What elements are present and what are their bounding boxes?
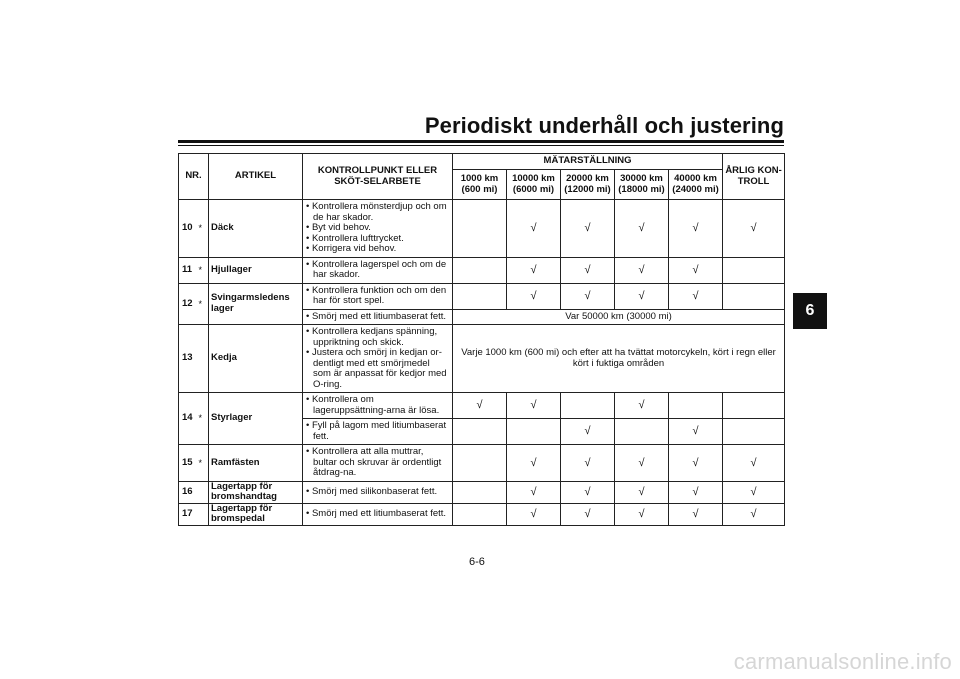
row-number: 10 [179, 200, 199, 258]
table-row [179, 503, 785, 525]
table-row [179, 257, 785, 283]
header-km-10000: 10000 km (6000 mi) [507, 170, 561, 200]
row-item: Hjullager [209, 257, 303, 283]
asterisk-mark [199, 503, 209, 525]
row-description [303, 419, 453, 445]
header-artikel: ARTIKEL [209, 154, 303, 200]
check-mark: √ [669, 283, 723, 309]
row-number: 15 [179, 445, 199, 482]
row-description [303, 309, 453, 325]
bullet-item: • Smörj med ett litiumbaserat fett. [306, 312, 449, 323]
check-mark: √ [507, 257, 561, 283]
check-mark: √ [507, 283, 561, 309]
bullet-item: • Kontrollera lufttrycket. [306, 234, 449, 245]
row-item: Ramfästen [209, 445, 303, 482]
check-mark: √ [561, 283, 615, 309]
bullet-item: • Kontrollera om lageruppsättning-arna är lösa. [306, 395, 449, 416]
check-mark: √ [669, 200, 723, 258]
check-mark: √ [561, 445, 615, 482]
row-description [303, 200, 453, 258]
check-mark: √ [507, 200, 561, 258]
header-arlig-kontroll: ÅRLIG KON-TROLL [723, 154, 785, 200]
table-row [179, 481, 785, 503]
check-mark: √ [615, 200, 669, 258]
row-number: 13 [179, 325, 199, 393]
row-item: Lagertapp för bromshandtag [209, 481, 303, 503]
table-row [179, 283, 785, 309]
bullet-item: • Kontrollera funktion och om den har för stort spel. [306, 286, 449, 307]
check-mark: √ [507, 481, 561, 503]
title-rule [178, 140, 784, 143]
row-description [303, 481, 453, 503]
asterisk-mark [199, 481, 209, 503]
check-mark: √ [507, 393, 561, 419]
row-description [303, 393, 453, 419]
bullet-item: • Kontrollera lagerspel och om de har skador. [306, 260, 449, 281]
asterisk-mark: * [199, 393, 209, 445]
asterisk-mark: * [199, 283, 209, 325]
check-mark: √ [615, 445, 669, 482]
check-mark: √ [669, 481, 723, 503]
table-body [179, 200, 785, 526]
check-mark: √ [615, 481, 669, 503]
check-mark: √ [669, 503, 723, 525]
check-mark: √ [561, 257, 615, 283]
bullet-item: • Korrigera vid behov. [306, 244, 449, 255]
bullet-item: • Kontrollera att alla muttrar, bultar och skruvar är ordentligt åtdrag-na. [306, 447, 449, 479]
check-mark [453, 257, 507, 283]
check-mark: √ [669, 419, 723, 445]
header-nr: NR. [179, 154, 209, 200]
bullet-item: • Kontrollera kedjans spänning, uppriktning och skick. [306, 327, 449, 348]
check-mark [453, 200, 507, 258]
interval-note: Varje 1000 km (600 mi) och efter att ha tvättat motorcykeln, kört i regn eller kört i fuktiga områden [453, 325, 785, 393]
interval-note: Var 50000 km (30000 mi) [453, 309, 785, 325]
header-km-40000: 40000 km (24000 mi) [669, 170, 723, 200]
row-number: 12 [179, 283, 199, 325]
maintenance-table [178, 153, 785, 526]
check-mark [723, 419, 785, 445]
check-mark [669, 393, 723, 419]
check-mark [453, 419, 507, 445]
check-mark: √ [561, 200, 615, 258]
check-mark [507, 419, 561, 445]
title-rule-thin [178, 145, 784, 146]
check-mark: √ [561, 419, 615, 445]
check-mark: √ [615, 283, 669, 309]
check-mark: √ [615, 503, 669, 525]
asterisk-mark [199, 325, 209, 393]
table-row [179, 393, 785, 419]
bullet-item: • Smörj med silikonbaserat fett. [306, 487, 449, 498]
row-item: Lagertapp för bromspedal [209, 503, 303, 525]
check-mark: √ [723, 445, 785, 482]
check-mark: √ [723, 503, 785, 525]
check-mark [453, 503, 507, 525]
bullet-item: • Justera och smörj in kedjan or-dentligt med ett smörjmedel som är anpassat för kedjor med O-ring. [306, 348, 449, 390]
table-row [179, 200, 785, 258]
check-mark [723, 257, 785, 283]
asterisk-mark: * [199, 200, 209, 258]
row-number: 14 [179, 393, 199, 445]
row-item: Svingarmsledens lager [209, 283, 303, 325]
row-item: Däck [209, 200, 303, 258]
row-description [303, 283, 453, 309]
table-row [179, 445, 785, 482]
check-mark: √ [453, 393, 507, 419]
check-mark: √ [723, 200, 785, 258]
check-mark: √ [615, 257, 669, 283]
watermark: carmanualsonline.info [733, 649, 952, 674]
bullet-item: • Kontrollera mönsterdjup och om de har skador. [306, 202, 449, 223]
header-matarstallning: MÄTARSTÄLLNING [453, 154, 723, 170]
bullet-item: • Fyll på lagom med litiumbaserat fett. [306, 421, 449, 442]
check-mark: √ [561, 481, 615, 503]
row-number: 11 [179, 257, 199, 283]
check-mark [453, 445, 507, 482]
check-mark [453, 283, 507, 309]
asterisk-mark: * [199, 257, 209, 283]
check-mark: √ [507, 503, 561, 525]
check-mark [723, 393, 785, 419]
check-mark [561, 393, 615, 419]
row-number: 17 [179, 503, 199, 525]
check-mark: √ [615, 393, 669, 419]
row-description [303, 257, 453, 283]
header-km-20000: 20000 km (12000 mi) [561, 170, 615, 200]
page-number: 6-6 [469, 556, 485, 568]
table-row [179, 325, 785, 393]
asterisk-mark: * [199, 445, 209, 482]
check-mark: √ [561, 503, 615, 525]
chapter-tab: 6 [793, 293, 827, 329]
check-mark: √ [723, 481, 785, 503]
row-description [303, 445, 453, 482]
row-item: Styrlager [209, 393, 303, 445]
check-mark [723, 283, 785, 309]
check-mark: √ [669, 445, 723, 482]
row-description [303, 325, 453, 393]
page-title: Periodiskt underhåll och justering [424, 113, 784, 138]
check-mark: √ [669, 257, 723, 283]
bullet-item: • Smörj med ett litiumbaserat fett. [306, 509, 449, 520]
check-mark [615, 419, 669, 445]
row-number: 16 [179, 481, 199, 503]
row-description [303, 503, 453, 525]
check-mark: √ [507, 445, 561, 482]
header-kontrollpunkt: KONTROLLPUNKT ELLER SKÖT-SELARBETE [303, 154, 453, 200]
bullet-item: • Byt vid behov. [306, 223, 449, 234]
header-km-1000: 1000 km (600 mi) [453, 170, 507, 200]
header-km-30000: 30000 km (18000 mi) [615, 170, 669, 200]
check-mark [453, 481, 507, 503]
row-item: Kedja [209, 325, 303, 393]
